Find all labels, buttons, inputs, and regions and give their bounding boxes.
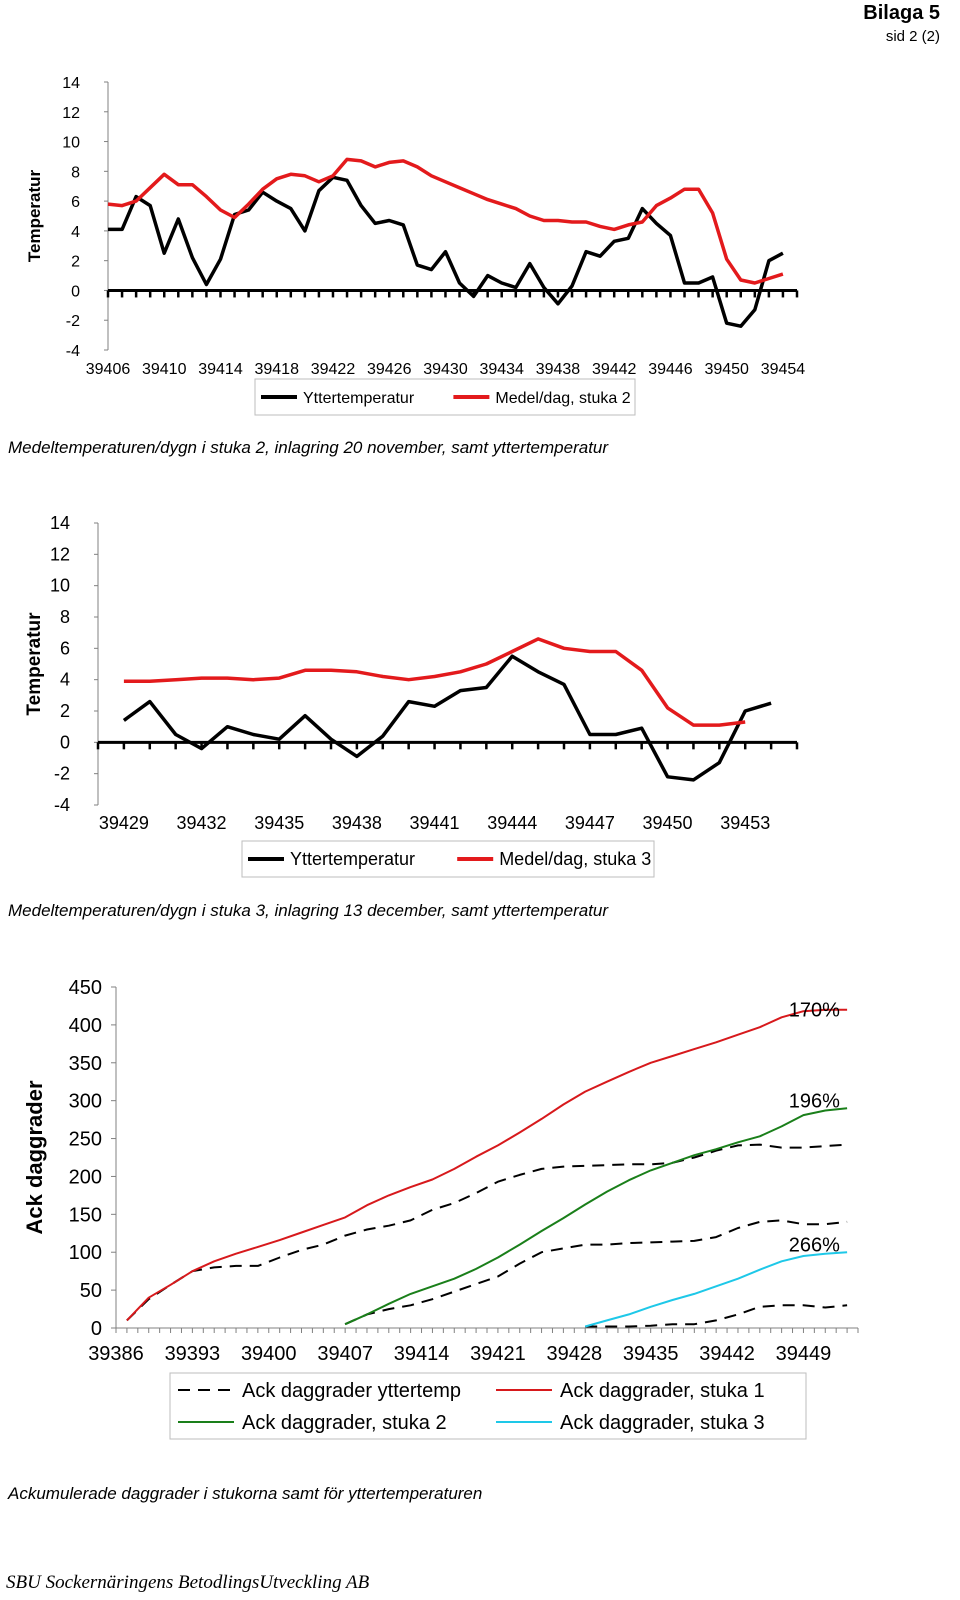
y-tick-label: 2 <box>71 253 80 271</box>
x-tick-label: 39422 <box>310 361 356 378</box>
x-tick-label: 39441 <box>409 813 460 833</box>
y-axis-title: Temperatur <box>24 612 45 716</box>
y-tick-label: 0 <box>71 283 80 301</box>
y-tick-label: 100 <box>68 1242 102 1265</box>
y-tick-label: 6 <box>71 194 80 212</box>
x-tick-label: 39453 <box>720 813 771 833</box>
y-tick-label: 10 <box>62 134 80 152</box>
series-line-ack-daggrader-stuka-2 <box>345 1108 847 1324</box>
y-tick-label: 12 <box>49 544 70 565</box>
y-axis-title: Temperatur <box>25 169 44 263</box>
y-tick-label: 4 <box>59 669 70 690</box>
x-tick-label: 39410 <box>141 361 187 378</box>
legend-label: Ack daggrader, stuka 2 <box>242 1412 447 1434</box>
x-tick-label: 39414 <box>198 361 243 378</box>
legend-label: Ack daggrader, stuka 1 <box>560 1380 765 1402</box>
x-tick-label: 39438 <box>535 361 581 378</box>
x-tick-label: 39430 <box>423 361 468 378</box>
x-tick-label: 39400 <box>240 1343 297 1365</box>
x-tick-label: 39418 <box>254 361 299 378</box>
x-tick-label: 39435 <box>622 1343 679 1365</box>
y-tick-label: 14 <box>62 75 80 92</box>
series-line-ack-daggrader-stuka-3 <box>585 1252 847 1326</box>
x-tick-label: 39429 <box>98 813 149 833</box>
legend-label: Ack daggrader yttertemp <box>242 1380 461 1402</box>
y-tick-label: 12 <box>62 104 80 122</box>
x-tick-label: 39438 <box>331 813 382 833</box>
x-tick-label: 39444 <box>487 813 538 833</box>
footer-company: SBU Sockernäringens BetodlingsUtveckling AB <box>6 1572 370 1593</box>
y-tick-label: -2 <box>65 313 80 331</box>
y-tick-label: 300 <box>68 1090 102 1113</box>
y-tick-label: 10 <box>49 575 70 596</box>
y-tick-label: 4 <box>71 223 80 241</box>
page-heading: Bilaga 5 <box>863 2 940 24</box>
x-tick-label: 39432 <box>176 813 227 833</box>
page-number: sid 2 (2) <box>885 28 940 45</box>
x-tick-label: 39449 <box>775 1343 832 1365</box>
y-tick-label: 0 <box>90 1318 102 1340</box>
annotation-label: 170% <box>788 999 840 1022</box>
x-tick-label: 39450 <box>704 361 749 378</box>
y-tick-label: -4 <box>65 343 80 360</box>
y-tick-label: 250 <box>68 1128 102 1151</box>
series-line-medel-dag-stuka-3 <box>124 639 745 725</box>
y-tick-label: 2 <box>59 701 70 721</box>
chart-caption-ack-daggrader: Ackumulerade daggrader i stukorna samt för yttertemperaturen <box>8 1484 483 1503</box>
legend-label: Yttertemperatur <box>303 390 415 407</box>
x-tick-label: 39393 <box>164 1343 221 1365</box>
y-tick-label: 8 <box>59 607 70 627</box>
x-tick-label: 39446 <box>648 361 693 378</box>
series-line-ack-daggrader-yttertemp <box>127 1145 847 1321</box>
series-line-ack-daggrader-stuka-1 <box>127 1010 847 1321</box>
y-tick-label: 200 <box>68 1166 102 1189</box>
legend-label: Medel/dag, stuka 3 <box>499 849 652 869</box>
y-axis-title: Ack daggrader <box>22 1080 47 1235</box>
annotation-label: 196% <box>788 1090 840 1113</box>
x-tick-label: 39447 <box>564 813 615 833</box>
y-tick-label: 150 <box>68 1204 102 1227</box>
annotation-label: 266% <box>788 1234 840 1257</box>
y-tick-label: 400 <box>68 1014 102 1037</box>
y-tick-label: 0 <box>59 732 70 753</box>
series-line-ack-daggrader-yttertemp <box>345 1220 847 1324</box>
y-tick-label: 14 <box>49 513 70 533</box>
y-tick-label: -2 <box>53 763 70 784</box>
y-tick-label: -4 <box>53 795 70 815</box>
x-tick-label: 39428 <box>546 1343 603 1365</box>
x-tick-label: 39426 <box>366 361 412 378</box>
chart-stuka-2 <box>0 60 960 430</box>
chart-ack-daggrader <box>0 975 960 1475</box>
x-tick-label: 39442 <box>699 1343 755 1365</box>
x-tick-label: 39386 <box>88 1343 144 1365</box>
chart-stuka-3 <box>0 505 960 890</box>
legend-label: Ack daggrader, stuka 3 <box>560 1412 765 1434</box>
x-tick-label: 39435 <box>254 813 305 833</box>
series-line-medel-dag-stuka-2 <box>108 159 783 283</box>
x-tick-label: 39434 <box>479 361 524 378</box>
chart-caption-stuka-2: Medeltemperaturen/dygn i stuka 2, inlagring 20 november, samt yttertemperatur <box>8 438 609 457</box>
legend-label: Yttertemperatur <box>290 849 416 869</box>
x-tick-label: 39406 <box>85 361 131 378</box>
x-tick-label: 39414 <box>393 1343 450 1365</box>
x-tick-label: 39454 <box>760 361 806 378</box>
x-tick-label: 39421 <box>470 1343 526 1365</box>
legend-label: Medel/dag, stuka 2 <box>495 390 631 407</box>
x-tick-label: 39407 <box>317 1343 373 1365</box>
x-tick-label: 39450 <box>642 813 693 833</box>
chart-caption-stuka-3: Medeltemperaturen/dygn i stuka 3, inlagring 13 december, samt yttertemperatur <box>8 901 609 920</box>
x-tick-label: 39442 <box>591 361 637 378</box>
y-tick-label: 6 <box>59 638 70 659</box>
y-tick-label: 450 <box>68 977 102 999</box>
y-tick-label: 8 <box>71 164 80 182</box>
y-tick-label: 50 <box>79 1280 102 1303</box>
y-tick-label: 350 <box>68 1052 102 1075</box>
